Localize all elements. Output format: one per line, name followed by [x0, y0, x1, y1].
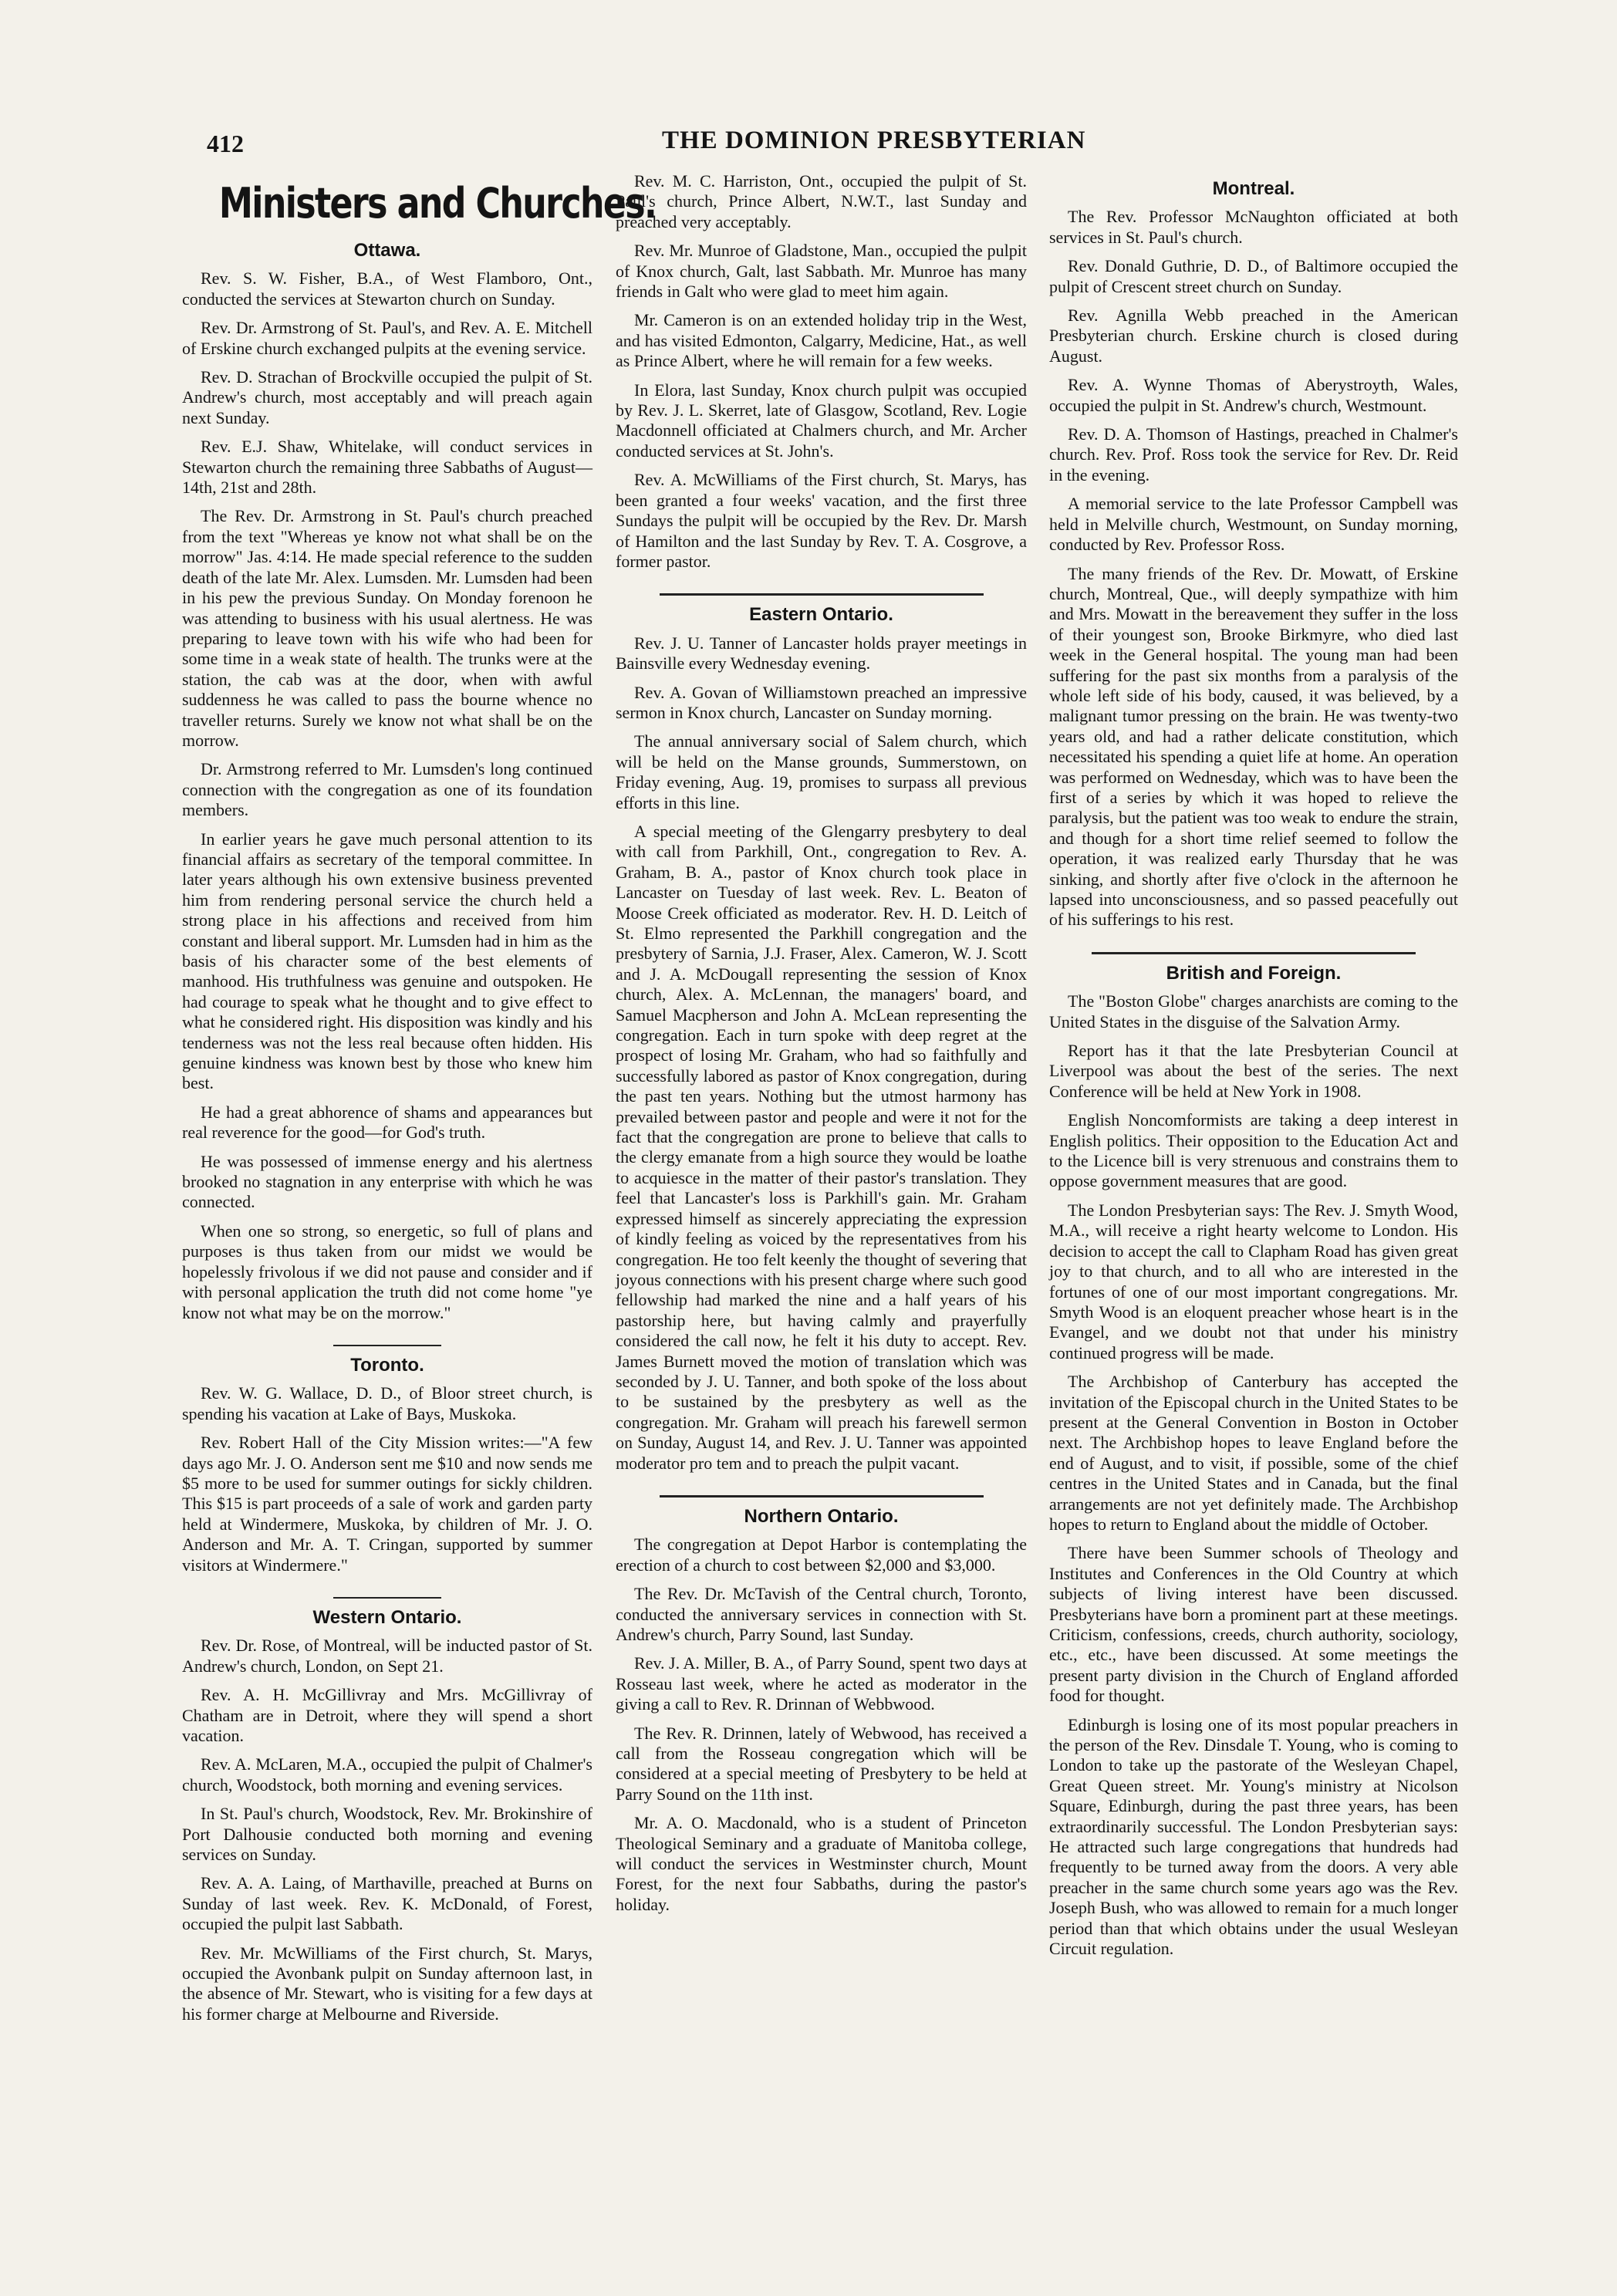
section-heading-ottawa: Ottawa. [353, 240, 421, 261]
news-item: A memorial service to the late Professor Campbell was held in Melville church, Westmount, on Sunday morning, conducted by Rev. Professor Ross. [1049, 494, 1458, 555]
column-1 [182, 171, 657, 2033]
section-heading-northern-ontario: Northern Ontario. [744, 1505, 899, 1527]
news-item: The Archbishop of Canterbury has accepted the invitation of the Episcopal church in the United States to be present at the General Convention in Boston in October next. The Archbishop hopes to leave England before the end of August, and to visit, if possible, some of the chief centres in the United States and in Canada, but the final arrangements are not yet definitely made. The Archbishop hopes to return to England about the middle of October. [1049, 1372, 1458, 1534]
column-3 [1049, 171, 1458, 1968]
section-heading-eastern-ontario: Eastern Ontario. [749, 604, 893, 626]
page-number: 412 [207, 130, 244, 157]
page-title: Ministers and Churches. [218, 179, 657, 228]
masthead: THE DOMINION PRESBYTERIAN [662, 127, 1086, 154]
news-item: Rev. A. Govan of Williamstown preached an impressive sermon in Knox church, Lancaster on Sunday morning. [616, 682, 1027, 722]
news-item: Mr. A. O. Macdonald, who is a student of Princeton Theological Seminary and a graduate of Manitoba college, will conduct the services in Westminster church, Mount Forest, for the next four Sabbaths, during the pastor's holiday. [616, 1813, 1027, 1914]
news-item: The Rev. R. Drinnen, lately of Webwood, has received a call from the Rosseau congregation which will be considered at a special meeting of Presbytery to be held at Parry Sound on the 11th inst. [616, 1723, 1027, 1804]
news-item: Rev. Donald Guthrie, D. D., of Baltimore occupied the pulpit of Crescent street church on Sunday. [1049, 256, 1458, 296]
page-header [207, 127, 1086, 165]
news-item: Rev. A. Wynne Thomas of Aberystroyth, Wales, occupied the pulpit in St. Andrew's church, Westmount. [1049, 375, 1458, 415]
section-divider [1092, 952, 1416, 954]
news-item: The congregation at Depot Harbor is contemplating the erection of a church to cost between $2,000 and $3,000. [616, 1535, 1027, 1575]
section-heading-montreal: Montreal. [1212, 178, 1295, 199]
news-item: When one so strong, so energetic, so full of plans and purposes is thus taken from our midst we would be hopelessly frivolous if we did not pause and consider and if with personal application the truth did not come home "ye know not what may be on the morrow." [182, 1221, 592, 1322]
news-item: Rev. Dr. Armstrong of St. Paul's, and Rev. A. E. Mitchell of Erskine church exchanged pulpits at the evening service. [182, 318, 592, 358]
section-heading-western-ontario: Western Ontario. [312, 1606, 462, 1628]
news-item: Rev. A. McLaren, M.A., occupied the pulpit of Chalmer's church, Woodstock, both morning and evening services. [182, 1754, 592, 1795]
news-item: A special meeting of the Glengarry presbytery to deal with call from Parkhill, Ont., congregation to Rev. A. Graham, B. A., pastor of Knox church took place in Lancaster on Tuesday of last week. Rev. L. Beaton of Moose Creek officiated as moderator. Rev. H. D. Leitch of St. Elmo represented the Parkhill congregation and the presbytery of Sarnia, J.J. Fraser, Alex. Cameron, W. J. Scott and J. A. McDougall representing the session of Knox church, Alex. A. McLennan, the managers' board, and Samuel Macpherson and John A. McLean representing the congregation. Each in turn spoke with deep regret at the prospect of losing Mr. Graham, who had so faithfully and successfully labored as pastor of Knox congregation, during the past ten years. Nothing but the utmost harmony has prevailed between pastor and people and were it not for the fact that the congregation are prone to believe that calls to the clergy emanate from a high source they would be loathe to acquiesce in the matter of their pastor's translation. They feel that Lancaster's loss is Parkhill's gain. Mr. Graham expressed himself as sincerely appreciating the expression of kindly feeling as voiced by the representatives from his congregation. He too felt keenly the thought of severing that joyous connections with his present charge where such good fellowship had marked the nine and a half years of his pastorship here, but having calmly and prayerfully considered the call now, he felt it his duty to accept. Rev. James Burnett moved the motion of translation which was seconded by J. U. Tanner, and both spoke of the loss about to be sustained by the presbytery as well as the congregation. Mr. Graham will preach his farewell sermon on Sunday, August 14, and Rev. J. U. Tanner was appointed moderator pro tem and to preach the pulpit vacant. [616, 821, 1027, 1473]
news-item: Dr. Armstrong referred to Mr. Lumsden's long continued connection with the congregation as one of its foundation members. [182, 759, 592, 820]
column-2 [616, 171, 1027, 1923]
news-item: Rev. E.J. Shaw, Whitelake, will conduct services in Stewarton church the remaining three Sabbaths of August—14th, 21st and 28th. [182, 437, 592, 498]
news-item: Rev. A. McWilliams of the First church, St. Marys, has been granted a four weeks' vacation, and the first three Sundays the pulpit will be occupied by the Rev. Dr. Marsh of Hamilton and the last Sunday by Rev. T. A. Cosgrove, a former pastor. [616, 470, 1027, 571]
news-item: The annual anniversary social of Salem church, which will be held on the Manse grounds, Summerstown, on Friday evening, Aug. 19, promises to surpass all previous efforts in this line. [616, 731, 1027, 812]
section-heading-toronto: Toronto. [350, 1354, 424, 1376]
news-item: English Noncomformists are taking a deep interest in English politics. Their opposition to the Education Act and to the Licence bill is very strenuous and constrains them to oppose government measures that are good. [1049, 1110, 1458, 1191]
section-heading-british-and-foreign: British and Foreign. [1166, 962, 1342, 984]
news-item: In Elora, last Sunday, Knox church pulpit was occupied by Rev. J. L. Skerret, late of Glasgow, Scotland, Rev. Logie Macdonnell officiated at Chalmers church, and Mr. Archer conducted services at St. John's. [616, 380, 1027, 461]
news-item: Rev. J. A. Miller, B. A., of Parry Sound, spent two days at Rosseau last week, where he acted as moderator in the giving a call to Rev. R. Drinnan of Webbwood. [616, 1653, 1027, 1714]
news-item: The Rev. Dr. McTavish of the Central church, Toronto, conducted the anniversary services in connection with St. Andrew's church, Parry Sound, last Sunday. [616, 1584, 1027, 1644]
section-divider [660, 593, 984, 596]
news-item: Rev. D. Strachan of Brockville occupied the pulpit of St. Andrew's church, most acceptably and will preach again next Sunday. [182, 367, 592, 427]
news-item: Rev. A. H. McGillivray and Mrs. McGillivray of Chatham are in Detroit, where they will spend a short vacation. [182, 1685, 592, 1745]
news-item: Edinburgh is losing one of its most popular preachers in the person of the Rev. Dinsdale T. Young, who is coming to London to take up the pastorate of the Wesleyan Chapel, Great Queen street. Mr. Young's ministry at Nicolson Square, Edinburgh, during the past three years, has been extraordinarily successful. The London Presbyterian says: He attracted such large congregations that hundreds had frequently to be turned away from the doors. A very able preacher in the same church some years ago was the Rev. Joseph Bush, who was allowed to remain for a much longer period than that which obtains under the usual Wesleyan Circuit regulation. [1049, 1714, 1458, 1959]
news-item: Rev. J. U. Tanner of Lancaster holds prayer meetings in Bainsville every Wednesday evening. [616, 633, 1027, 674]
news-item: In St. Paul's church, Woodstock, Rev. Mr. Brokinshire of Port Dalhousie conducted both morning and evening services on Sunday. [182, 1804, 592, 1865]
news-item: In earlier years he gave much personal attention to its financial affairs as secretary of the temporal committee. In later years although his own extensive business prevented him from rendering personal service the church held a strong place in his affections and received from him constant and liberal support. Mr. Lumsden had in him as the basis of his character some of the best elements of manhood. His truthfulness was genuine and outspoken. He had courage to speak what he thought and to give effect to what he considered right. His disposition was kindly and his tenderness was not the less real because often hidden. His genuine kindness was known best by those who knew him best. [182, 829, 592, 1093]
news-item: He had a great abhorence of shams and appearances but real reverence for the good—for God's truth. [182, 1102, 592, 1143]
news-item: Rev. M. C. Harriston, Ont., occupied the pulpit of St. Paul's church, Prince Albert, N.W.T., last Sunday and preached very acceptably. [616, 171, 1027, 231]
section-divider [333, 1345, 441, 1346]
news-item: Rev. Mr. Munroe of Gladstone, Man., occupied the pulpit of Knox church, Galt, last Sabbath. Mr. Munroe has many friends in Galt who were glad to meet him again. [616, 241, 1027, 302]
news-item: Report has it that the late Presbyterian Council at Liverpool was about the best of the series. The next Conference will be held at New York in 1908. [1049, 1041, 1458, 1101]
news-item: Rev. A. A. Laing, of Marthaville, preached at Burns on Sunday of last week. Rev. K. McDonald, of Forest, occupied the pulpit last Sabbath. [182, 1873, 592, 1934]
news-item: Mr. Cameron is on an extended holiday trip in the West, and has visited Edmonton, Calgarry, Medicine, Hat., as well as Prince Albert, where he will remain for a few weeks. [616, 310, 1027, 371]
news-item: Rev. Mr. McWilliams of the First church, St. Marys, occupied the Avonbank pulpit on Sunday afternoon last, in the absence of Mr. Stewart, who is visiting for a few days at his former charge at Melbourne and Riverside. [182, 1943, 592, 2024]
section-divider [333, 1597, 441, 1599]
news-item: The many friends of the Rev. Dr. Mowatt, of Erskine church, Montreal, Que., will deeply sympathize with him and Mrs. Mowatt in the bereavement they suffer in the loss of their youngest son, Brooke Birkmyre, who died last week in the General hospital. The young man had been suffering for the past six months from a paralysis of the whole left side of his body, caused, it was believed, by a malignant tumor pressing on the brain. He was twenty-two years old, and had a rather delicate constitution, which necessitated his spending a quiet life at home. An operation was performed on Wednesday, which was to have been the first of a series by which it was hoped to relieve the paralysis, but the patient was too weak to endure the strain, and though for a short time relief seemed to follow the operation, it was realized early Thursday that he was sinking, and shortly after five o'clock in the afternoon he lapsed into unconsciousness, and so passed peacefully out of his sufferings to his rest. [1049, 563, 1458, 930]
news-item: Rev. D. A. Thomson of Hastings, preached in Chalmer's church. Rev. Prof. Ross took the service for Rev. Dr. Reid in the evening. [1049, 424, 1458, 485]
news-item: Rev. W. G. Wallace, D. D., of Bloor street church, is spending his vacation at Lake of Bays, Muskoka. [182, 1383, 592, 1423]
news-item: There have been Summer schools of Theology and Institutes and Conferences in the Old Country at which subjects of living interest have been discussed. Presbyterians have born a prominent part at these meetings. Criticism, confessions, creeds, church authority, sociology, etc., etc., have been discussed. At some meetings the present party division in the Church of England afforded food for thought. [1049, 1543, 1458, 1706]
news-item: He was possessed of immense energy and his alertness brooked no stagnation in any enterprise with which he was connected. [182, 1151, 592, 1212]
news-item: Rev. Agnilla Webb preached in the American Presbyterian church. Erskine church is closed during August. [1049, 306, 1458, 366]
news-item: The "Boston Globe" charges anarchists are coming to the United States in the disguise of the Salvation Army. [1049, 991, 1458, 1032]
news-item: Rev. Dr. Rose, of Montreal, will be inducted pastor of St. Andrew's church, London, on Sept 21. [182, 1636, 592, 1676]
news-item: The London Presbyterian says: The Rev. J. Smyth Wood, M.A., will receive a right hearty welcome to London. His decision to accept the call to Clapham Road has given great joy to that church, and to all who are interested in the fortunes of one of our most important congregations. Mr. Smyth Wood is an eloquent preacher whose heart is in the Evangel, and we doubt not that under his ministry continued progress will be made. [1049, 1200, 1458, 1362]
news-item: The Rev. Dr. Armstrong in St. Paul's church preached from the text "Whereas ye know not what shall be on the morrow" Jas. 4:14. He made special reference to the sudden death of the late Mr. Alex. Lumsden. Mr. Lumsden had been in his pew the previous Sunday. On Monday forenoon he was attending to business with his usual alertness. He was preparing to leave town with his wife who had been for some time in a weak state of health. The trunks were at the station, the cab was at the door, when with awful suddenness he was called to pass the bourne whence no traveller returns. Surely we know not what shall be on the morrow. [182, 506, 592, 750]
news-item: The Rev. Professor McNaughton officiated at both services in St. Paul's church. [1049, 207, 1458, 247]
news-item: Rev. S. W. Fisher, B.A., of West Flamboro, Ont., conducted the services at Stewarton church on Sunday. [182, 268, 592, 309]
section-divider [660, 1495, 984, 1497]
news-item: Rev. Robert Hall of the City Mission writes:—"A few days ago Mr. J. O. Anderson sent me $10 and now sends me $5 more to be used for summer outings for sickly children. This $15 is part proceeds of a sale of work and garden party held at Windermere, Muskoka, by children of Mr. J. O. Anderson and Mr. A. T. Cringan, supported by summer visitors at Windermere." [182, 1433, 592, 1575]
